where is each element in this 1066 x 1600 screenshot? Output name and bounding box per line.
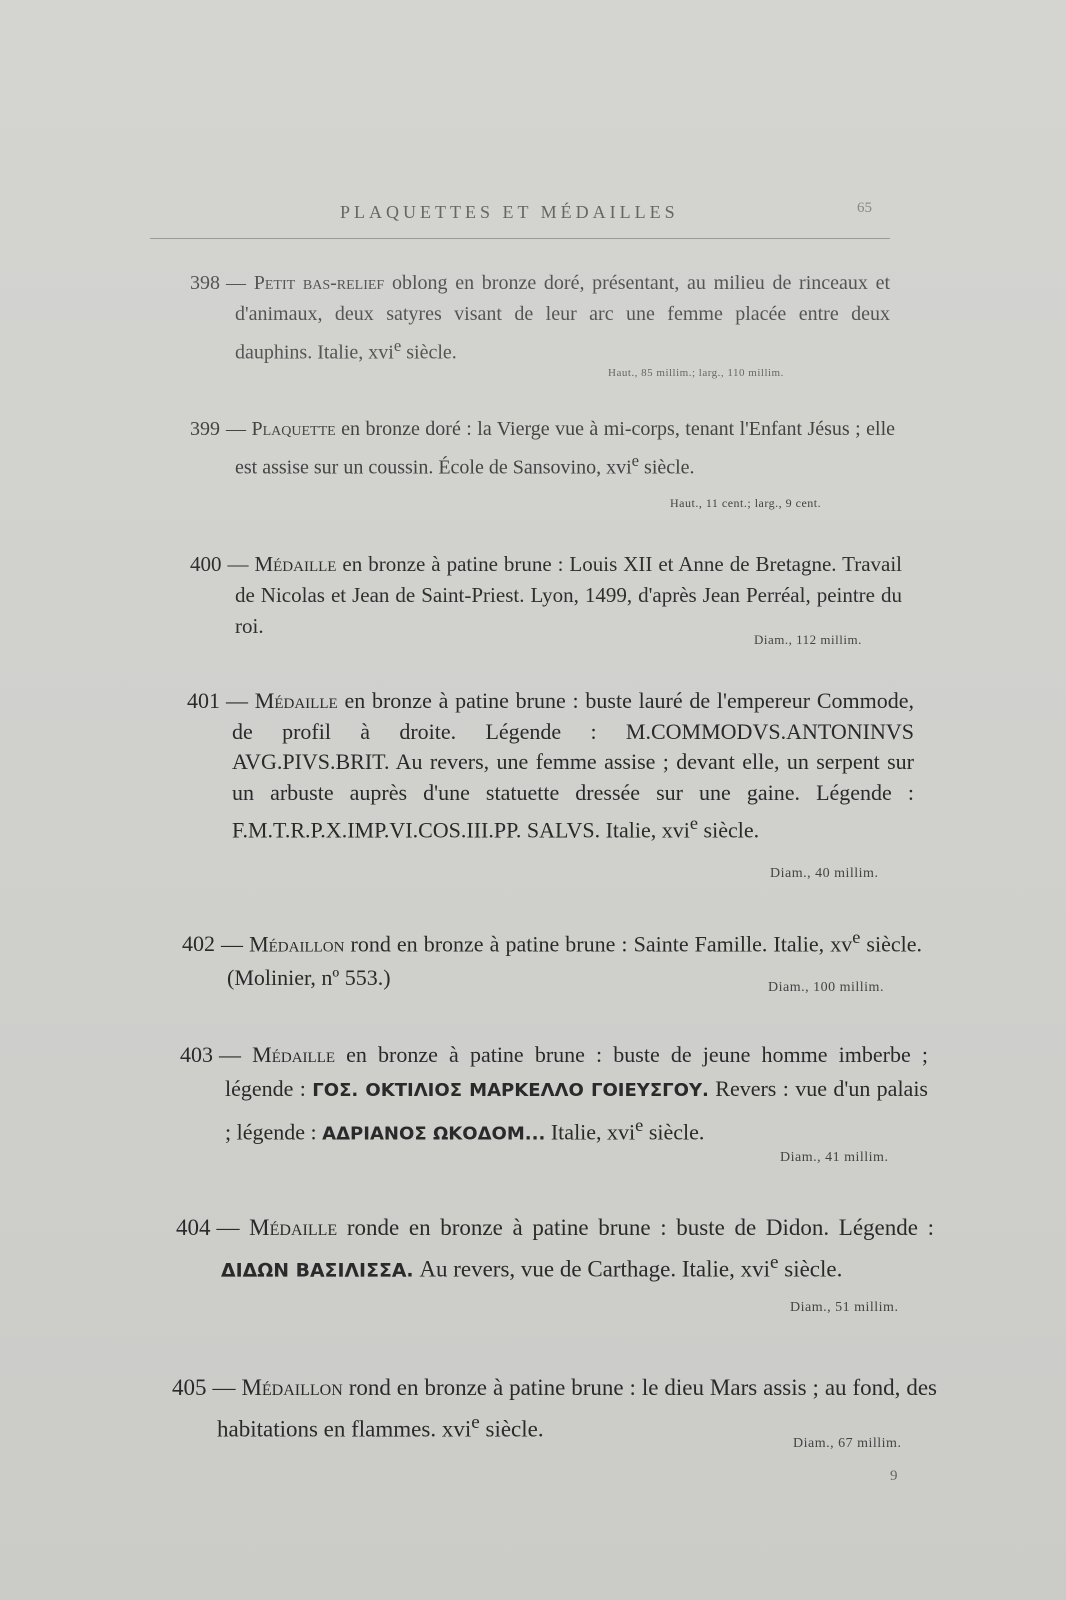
entry-number: 399: [190, 418, 220, 440]
entry-number: 401: [187, 688, 220, 713]
entry-404: 404 — Médaille ronde en bronze à patine brune : buste de Didon. Légende : ΔΙΔΩΝ ΒΑΣΙΛΙΣΣΑ. Au revers, vue de Carthage. Italie, xvi$^e$ siècle.: [176, 1215, 935, 1282]
entry-sup: e: [852, 927, 861, 947]
entry-sup: e: [769, 1252, 779, 1273]
entry-dimensions: Haut., 11 cent.; larg., 9 cent.: [670, 496, 822, 510]
page-title: PLAQUETTES ET MÉDAILLES: [340, 202, 679, 222]
entry-number: 404: [176, 1215, 211, 1240]
greek-legend: ΓΟΣ. ΟΚΤΙΛΙΟΣ ΜΑΡΚΕΛΛΟ ΓΟΙΕΥΣΓΟΥ.: [312, 1080, 709, 1101]
entry-lead: Médaille: [254, 688, 338, 713]
entry-tail: siècle.: [778, 1256, 843, 1282]
entry-402: 402 — Médaillon rond en bronze à patine brune : Sainte Famille. Italie, $xv^e$ siècle. (Molinier, nº 553.): [182, 927, 922, 991]
entry-text: oblong en bronze doré, présentant, au milieu de rinceaux et d'animaux, deux satyres visant de leur arc une femme placée entre deux dauphins. Italie, xvi: [235, 272, 891, 364]
entry-399: 399 — Plaquette en bronze doré : la Vierge vue à mi-corps, tenant l'Enfant Jésus ; elle est assise sur un coussin. École de Sansovino, xvi$^e$ siècle.: [190, 418, 896, 479]
entry-dimensions: Diam., 51 millim.: [790, 1300, 899, 1315]
entry-text: en bronze doré : la Vierge vue à mi-corps, tenant l'Enfant Jésus ; elle est assise sur un coussin. École de Sansovino, xvi: [235, 418, 896, 479]
entry-tail: siècle.: [479, 1416, 544, 1442]
entry-lead: Médaille: [254, 552, 337, 576]
entry-dimensions: Haut., 85 millim.; larg., 110 millim.: [608, 367, 784, 379]
entry-lead: Petit bas-relief: [253, 272, 385, 294]
entry-400: 400 — Médaille en bronze à patine brune : Louis XII et Anne de Bretagne. Travail de Nicolas et Jean de Saint-Priest. Lyon, 1499, d'après Jean Perréal, peintre du roi.: [190, 552, 903, 638]
greek-legend: ΑΔΡΙΑΝΟΣ ΩΚΟΔΟΜ...: [322, 1123, 546, 1145]
entry-tail: siècle.: [639, 456, 695, 479]
entry-text: en bronze à patine brune : Louis XII et Anne de Bretagne. Travail de Nicolas et Jean de Saint-Priest. Lyon, 1499, d'après Jean Perréal, peintre du roi.: [235, 552, 903, 638]
entry-number: 398: [190, 272, 220, 294]
entry-text: en bronze à patine brune : buste de jeune homme imberbe ; légende :: [225, 1042, 929, 1101]
entry-403: 403 — Médaille en bronze à patine brune : buste de jeune homme imberbe ; légende : ΓΟΣ. ΟΚΤΙΛΙΟΣ ΜΑΡΚΕΛΛΟ ΓΟΙΕΥΣΓΟΥ. Revers : vue d'un palais ; légende : ΑΔΡΙΑΝΟΣ ΩΚΟΔΟΜ... Italie, xvi$^e$ siècle.: [180, 1042, 929, 1145]
entry-tail: siècle.: [643, 1119, 705, 1145]
entry-dimensions: Diam., 112 millim.: [754, 632, 862, 647]
entry-text: ronde en bronze à patine brune : buste de Didon. Légende :: [346, 1215, 935, 1240]
entry-sup: e: [631, 451, 640, 470]
entry-sup: e: [393, 336, 402, 355]
signature-mark: 9: [890, 1468, 898, 1484]
entry-sup: e: [689, 813, 699, 833]
entry-text: rond en bronze à patine brune : le dieu Mars assis ; au fond, des habitations en flammes. xvi: [217, 1375, 937, 1442]
entry-sup: e: [635, 1115, 644, 1135]
page-number: 65: [857, 200, 872, 216]
entry-401: 401 — Médaille en bronze à patine brune : buste lauré de l'empereur Commode, de profil à droite. Légende : M.COMMODVS.ANTONINVS AVG.PIVS.BRIT. Au revers, une femme assise ; devant elle, un serpent sur un arbuste auprès d'une statuette dressée sur une gaine. Légende : F.M.T.R.P.X.IMP.VI.COS.III.PP. SALVS. Italie, xvi$^e$ siècle.: [187, 688, 915, 843]
running-header: [150, 198, 890, 239]
entry-tail: siècle. (Molinier, nº 553.): [227, 931, 922, 991]
entry-text: rond en bronze à patine brune : Sainte Famille. Italie, xv: [350, 931, 853, 957]
entry-dimensions: Diam., 67 millim.: [793, 1436, 902, 1451]
entry-dimensions: Diam., 100 millim.: [768, 980, 884, 995]
entry-sup: e: [471, 1412, 480, 1433]
entry-lead: Médaille: [249, 1215, 338, 1240]
entry-number: 402: [182, 931, 215, 957]
entry-text: Au revers, vue de Carthage. Italie, xvi: [413, 1256, 770, 1282]
entry-text: Revers : vue d'un palais ; légende :: [225, 1076, 928, 1145]
entry-lead: Médaille: [252, 1042, 336, 1067]
entry-dimensions: Diam., 40 millim.: [770, 866, 879, 881]
greek-legend: ΔΙΔΩΝ ΒΑΣΙΛΙΣΣΑ.: [221, 1259, 414, 1282]
entry-dimensions: Diam., 41 millim.: [780, 1150, 889, 1165]
entry-lead: Plaquette: [251, 418, 336, 440]
entry-number: 400: [190, 552, 222, 576]
entry-398: 398 — Petit bas-relief oblong en bronze doré, présentant, au milieu de rinceaux et d'animaux, deux satyres visant de leur arc une femme placée entre deux dauphins. Italie, xvi$^e$ siècle.: [190, 272, 891, 364]
entry-lead: Médaillon: [241, 1375, 343, 1400]
entry-number: 403: [180, 1042, 213, 1067]
entry-405: 405 — Médaillon rond en bronze à patine brune : le dieu Mars assis ; au fond, des habitations en flammes. xvi$^e$ siècle.: [172, 1375, 937, 1442]
entry-text: en bronze à patine brune : buste lauré de l'empereur Commode, de profil à droite. Légende : M.COMMODVS.ANTONINVS AVG.PIVS.BRIT. Au revers, une femme assise ; devant elle, un serpent sur un arbuste auprès d'une statuette dressée sur une gaine. Légende : F.M.T.R.P.X.IMP.VI.COS.III.PP. SALVS. Italie, xvi: [232, 688, 915, 843]
entry-text: Italie, xvi: [545, 1119, 636, 1145]
entry-lead: Médaillon: [249, 931, 345, 957]
entry-tail: siècle.: [698, 817, 760, 843]
entry-tail: siècle.: [401, 341, 457, 364]
entry-number: 405: [172, 1375, 207, 1400]
